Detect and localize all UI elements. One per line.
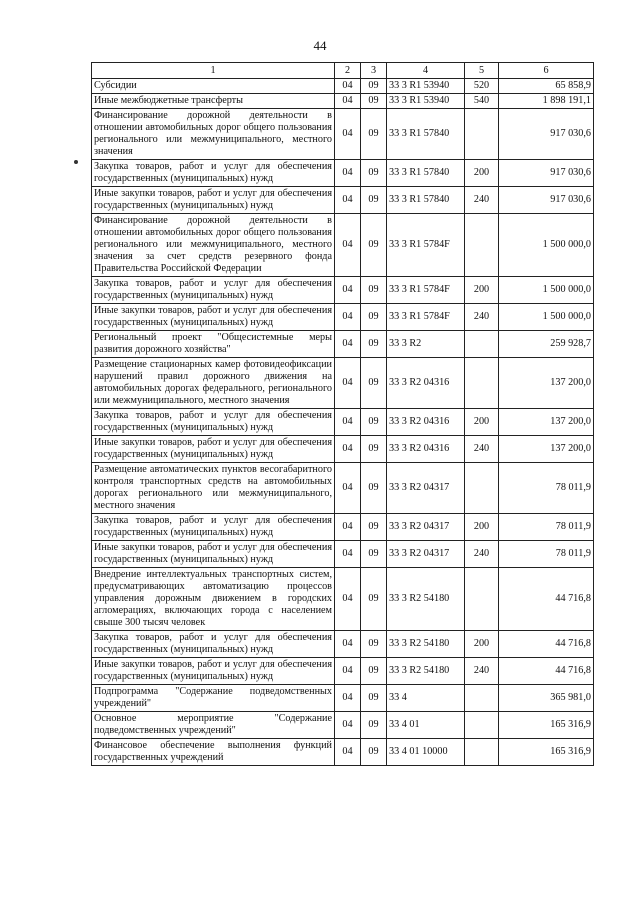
row-target-code: 33 4 01 bbox=[387, 712, 465, 739]
row-section: 04 bbox=[335, 463, 361, 514]
row-target-code: 33 3 R1 5784F bbox=[387, 214, 465, 277]
row-name: Размещение стационарных камер фотовидеофиксации нарушений правил дорожного движения на автомобильных дорогах федерального, регионального или межмуниципального, местного значения bbox=[92, 358, 335, 409]
table-row bbox=[92, 409, 594, 436]
row-amount: 1 500 000,0 bbox=[499, 304, 594, 331]
row-expense-type: 240 bbox=[465, 541, 499, 568]
row-name: Закупка товаров, работ и услуг для обеспечения государственных (муниципальных) нужд bbox=[92, 514, 335, 541]
row-section: 04 bbox=[335, 160, 361, 187]
row-expense-type: 200 bbox=[465, 514, 499, 541]
table-row bbox=[92, 658, 594, 685]
row-name: Подпрограмма "Содержание подведомственных учреждений" bbox=[92, 685, 335, 712]
row-name: Региональный проект "Общесистемные меры развития дорожного хозяйства" bbox=[92, 331, 335, 358]
table-row bbox=[92, 160, 594, 187]
row-expense-type bbox=[465, 109, 499, 160]
row-target-code: 33 3 R2 54180 bbox=[387, 658, 465, 685]
row-expense-type bbox=[465, 214, 499, 277]
row-section: 04 bbox=[335, 541, 361, 568]
table-row bbox=[92, 514, 594, 541]
row-expense-type: 200 bbox=[465, 277, 499, 304]
row-section: 04 bbox=[335, 658, 361, 685]
row-target-code: 33 3 R1 53940 bbox=[387, 79, 465, 94]
table-row bbox=[92, 214, 594, 277]
row-name: Финансирование дорожной деятельности в отношении автомобильных дорог общего пользования регионального или межмуниципального, местного значения bbox=[92, 109, 335, 160]
row-name: Закупка товаров, работ и услуг для обеспечения государственных (муниципальных) нужд bbox=[92, 409, 335, 436]
row-amount: 137 200,0 bbox=[499, 409, 594, 436]
table-row bbox=[92, 685, 594, 712]
row-section: 04 bbox=[335, 712, 361, 739]
row-name: Основное мероприятие "Содержание подведомственных учреждений" bbox=[92, 712, 335, 739]
table-row bbox=[92, 712, 594, 739]
row-expense-type: 240 bbox=[465, 436, 499, 463]
row-expense-type: 200 bbox=[465, 160, 499, 187]
table-row bbox=[92, 541, 594, 568]
table-row bbox=[92, 277, 594, 304]
row-target-code: 33 3 R1 5784F bbox=[387, 277, 465, 304]
row-name: Закупка товаров, работ и услуг для обеспечения государственных (муниципальных) нужд bbox=[92, 631, 335, 658]
row-subsection: 09 bbox=[361, 631, 387, 658]
row-name: Финансовое обеспечение выполнения функций государственных учреждений bbox=[92, 739, 335, 766]
table-row bbox=[92, 109, 594, 160]
row-name: Субсидии bbox=[92, 79, 335, 94]
row-name: Размещение автоматических пунктов весогабаритного контроля транспортных средств на автомобильных дорогах регионального или межмуниципального, местного значения bbox=[92, 463, 335, 514]
table-row bbox=[92, 304, 594, 331]
row-section: 04 bbox=[335, 277, 361, 304]
row-expense-type: 240 bbox=[465, 304, 499, 331]
row-amount: 917 030,6 bbox=[499, 109, 594, 160]
row-amount: 165 316,9 bbox=[499, 739, 594, 766]
row-expense-type bbox=[465, 358, 499, 409]
row-name: Иные межбюджетные трансферты bbox=[92, 94, 335, 109]
row-target-code: 33 3 R1 57840 bbox=[387, 109, 465, 160]
header-subsection: 3 bbox=[361, 63, 387, 79]
row-section: 04 bbox=[335, 358, 361, 409]
table-row bbox=[92, 187, 594, 214]
scan-mark bbox=[74, 160, 78, 164]
table-row bbox=[92, 94, 594, 109]
row-amount: 65 858,9 bbox=[499, 79, 594, 94]
row-name: Иные закупки товаров, работ и услуг для обеспечения государственных (муниципальных) нужд bbox=[92, 304, 335, 331]
row-subsection: 09 bbox=[361, 739, 387, 766]
row-section: 04 bbox=[335, 187, 361, 214]
row-section: 04 bbox=[335, 214, 361, 277]
row-subsection: 09 bbox=[361, 541, 387, 568]
row-amount: 165 316,9 bbox=[499, 712, 594, 739]
row-section: 04 bbox=[335, 79, 361, 94]
table-row bbox=[92, 739, 594, 766]
row-section: 04 bbox=[335, 631, 361, 658]
row-name: Иные закупки товаров, работ и услуг для обеспечения государственных (муниципальных) нужд bbox=[92, 658, 335, 685]
row-amount: 917 030,6 bbox=[499, 187, 594, 214]
row-expense-type: 240 bbox=[465, 187, 499, 214]
row-expense-type bbox=[465, 739, 499, 766]
row-expense-type: 240 bbox=[465, 658, 499, 685]
row-name: Иные закупки товаров, работ и услуг для обеспечения государственных (муниципальных) нужд bbox=[92, 436, 335, 463]
row-section: 04 bbox=[335, 94, 361, 109]
row-target-code: 33 3 R2 04316 bbox=[387, 436, 465, 463]
header-target-code: 4 bbox=[387, 63, 465, 79]
row-name: Финансирование дорожной деятельности в отношении автомобильных дорог общего пользования регионального или межмуниципального, местного значения за счет средств резервного фонда Правительства Российской Федерации bbox=[92, 214, 335, 277]
table-row bbox=[92, 463, 594, 514]
row-section: 04 bbox=[335, 409, 361, 436]
table-row bbox=[92, 331, 594, 358]
row-target-code: 33 3 R2 04317 bbox=[387, 463, 465, 514]
row-section: 04 bbox=[335, 739, 361, 766]
row-subsection: 09 bbox=[361, 712, 387, 739]
header-name: 1 bbox=[92, 63, 335, 79]
row-subsection: 09 bbox=[361, 109, 387, 160]
row-target-code: 33 3 R2 04316 bbox=[387, 409, 465, 436]
row-name: Внедрение интеллектуальных транспортных систем, предусматривающих автоматизацию процессов управления дорожным движением в городских агломерациях, включающих города с населением свыше 300 тысяч человек bbox=[92, 568, 335, 631]
row-subsection: 09 bbox=[361, 685, 387, 712]
row-subsection: 09 bbox=[361, 409, 387, 436]
row-subsection: 09 bbox=[361, 358, 387, 409]
row-section: 04 bbox=[335, 436, 361, 463]
budget-table bbox=[91, 62, 594, 766]
row-amount: 44 716,8 bbox=[499, 568, 594, 631]
header-row bbox=[92, 63, 594, 79]
row-subsection: 09 bbox=[361, 160, 387, 187]
row-subsection: 09 bbox=[361, 94, 387, 109]
row-amount: 1 500 000,0 bbox=[499, 277, 594, 304]
row-amount: 137 200,0 bbox=[499, 436, 594, 463]
row-amount: 1 898 191,1 bbox=[499, 94, 594, 109]
row-expense-type: 520 bbox=[465, 79, 499, 94]
page-number: 44 bbox=[313, 38, 327, 53]
row-target-code: 33 3 R2 04316 bbox=[387, 358, 465, 409]
row-expense-type bbox=[465, 685, 499, 712]
row-amount: 259 928,7 bbox=[499, 331, 594, 358]
row-section: 04 bbox=[335, 109, 361, 160]
row-subsection: 09 bbox=[361, 277, 387, 304]
row-name: Иные закупки товаров, работ и услуг для обеспечения государственных (муниципальных) нужд bbox=[92, 187, 335, 214]
row-amount: 365 981,0 bbox=[499, 685, 594, 712]
row-expense-type bbox=[465, 712, 499, 739]
row-expense-type bbox=[465, 568, 499, 631]
row-amount: 44 716,8 bbox=[499, 631, 594, 658]
row-section: 04 bbox=[335, 685, 361, 712]
row-subsection: 09 bbox=[361, 514, 387, 541]
row-target-code: 33 3 R1 57840 bbox=[387, 187, 465, 214]
row-subsection: 09 bbox=[361, 187, 387, 214]
row-subsection: 09 bbox=[361, 436, 387, 463]
row-expense-type bbox=[465, 331, 499, 358]
row-subsection: 09 bbox=[361, 331, 387, 358]
row-subsection: 09 bbox=[361, 214, 387, 277]
header-amount: 6 bbox=[499, 63, 594, 79]
row-target-code: 33 3 R2 bbox=[387, 331, 465, 358]
row-subsection: 09 bbox=[361, 304, 387, 331]
row-target-code: 33 3 R1 57840 bbox=[387, 160, 465, 187]
row-amount: 78 011,9 bbox=[499, 463, 594, 514]
row-amount: 137 200,0 bbox=[499, 358, 594, 409]
row-target-code: 33 4 01 10000 bbox=[387, 739, 465, 766]
row-subsection: 09 bbox=[361, 79, 387, 94]
row-target-code: 33 3 R1 5784F bbox=[387, 304, 465, 331]
row-amount: 78 011,9 bbox=[499, 541, 594, 568]
header-expense-type: 5 bbox=[465, 63, 499, 79]
row-name: Закупка товаров, работ и услуг для обеспечения государственных (муниципальных) нужд bbox=[92, 160, 335, 187]
table-row bbox=[92, 436, 594, 463]
row-name: Закупка товаров, работ и услуг для обеспечения государственных (муниципальных) нужд bbox=[92, 277, 335, 304]
table-row bbox=[92, 568, 594, 631]
row-expense-type: 200 bbox=[465, 631, 499, 658]
table-row bbox=[92, 79, 594, 94]
row-target-code: 33 3 R2 04317 bbox=[387, 514, 465, 541]
row-expense-type bbox=[465, 463, 499, 514]
row-section: 04 bbox=[335, 304, 361, 331]
row-section: 04 bbox=[335, 514, 361, 541]
row-section: 04 bbox=[335, 568, 361, 631]
row-amount: 917 030,6 bbox=[499, 160, 594, 187]
row-expense-type: 200 bbox=[465, 409, 499, 436]
table-row bbox=[92, 631, 594, 658]
row-target-code: 33 3 R2 54180 bbox=[387, 568, 465, 631]
row-expense-type: 540 bbox=[465, 94, 499, 109]
row-amount: 78 011,9 bbox=[499, 514, 594, 541]
row-target-code: 33 3 R2 04317 bbox=[387, 541, 465, 568]
header-section: 2 bbox=[335, 63, 361, 79]
row-name: Иные закупки товаров, работ и услуг для обеспечения государственных (муниципальных) нужд bbox=[92, 541, 335, 568]
row-subsection: 09 bbox=[361, 463, 387, 514]
row-subsection: 09 bbox=[361, 658, 387, 685]
row-target-code: 33 3 R1 53940 bbox=[387, 94, 465, 109]
table-row bbox=[92, 358, 594, 409]
row-target-code: 33 4 bbox=[387, 685, 465, 712]
row-section: 04 bbox=[335, 331, 361, 358]
row-amount: 1 500 000,0 bbox=[499, 214, 594, 277]
row-amount: 44 716,8 bbox=[499, 658, 594, 685]
row-target-code: 33 3 R2 54180 bbox=[387, 631, 465, 658]
row-subsection: 09 bbox=[361, 568, 387, 631]
